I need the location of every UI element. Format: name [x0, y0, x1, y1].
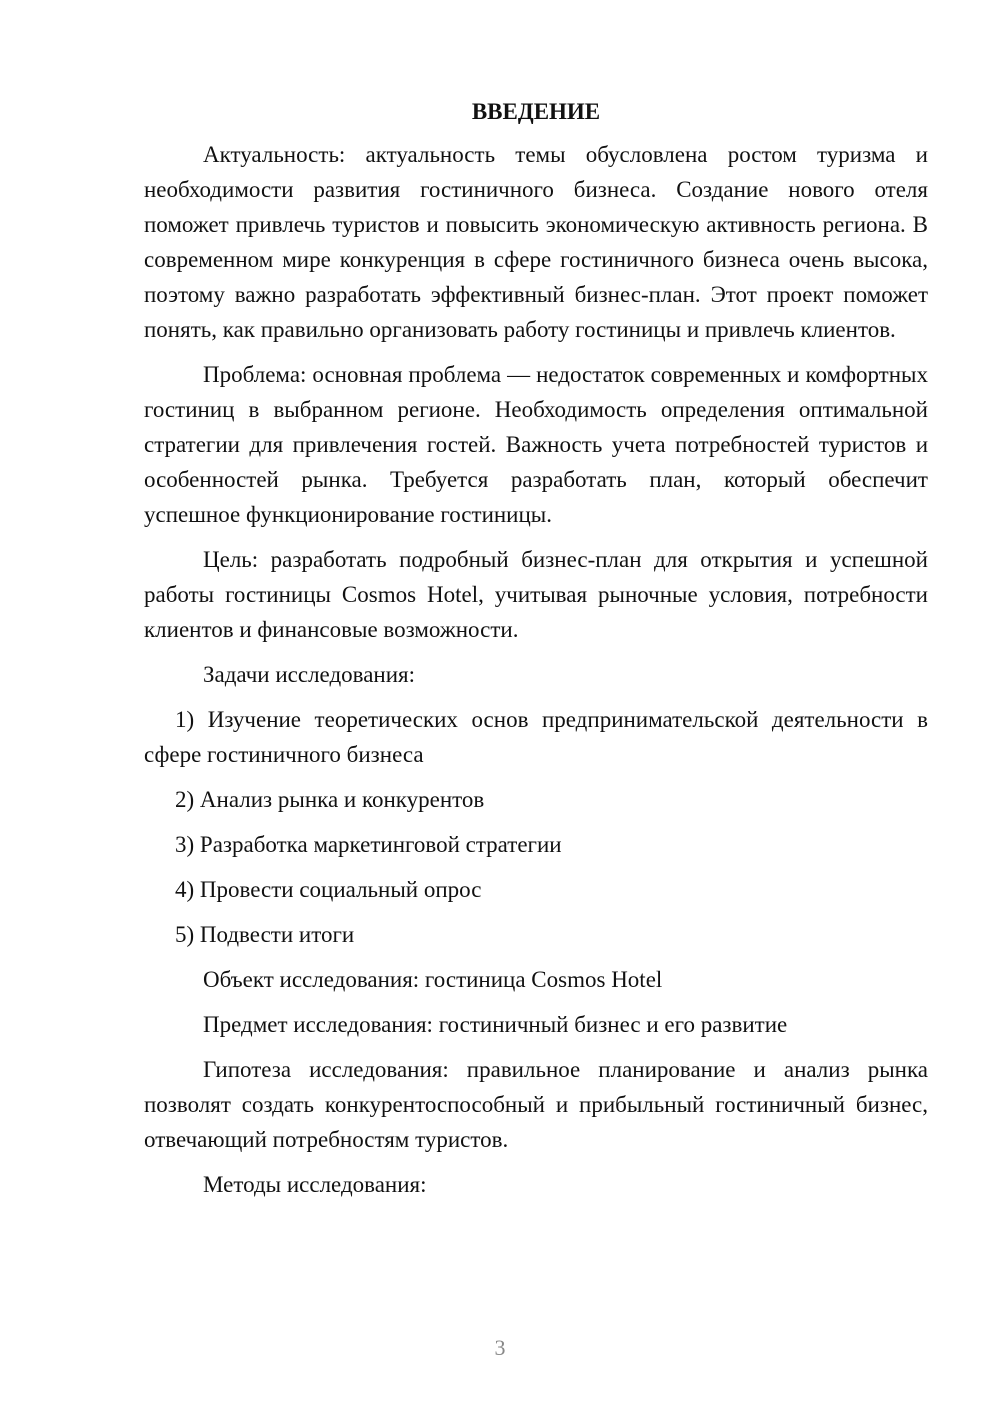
paragraph-object: Объект исследования: гостиница Cosmos Hotel: [203, 967, 663, 992]
task-item: 3) Разработка маркетинговой стратегии: [175, 832, 562, 857]
paragraph-subject: Предмет исследования: гостиничный бизнес и его развитие: [203, 1012, 788, 1037]
task-item: 2) Анализ рынка и конкурентов: [175, 787, 485, 812]
tasks-heading: Задачи исследования:: [203, 662, 416, 687]
document-body: [144, 94, 928, 1212]
paragraph-relevance: Актуальность: актуальность темы обусловлена ростом туризма и необходимости развития гостиничного бизнеса. Создание нового отеля поможет привлечь туристов и повысить экономическую активность региона. В современном мире конкуренция в сфере гостиничного бизнеса очень высока, поэтому важно разработать эффективный бизнес-план. Этот проект поможет понять, как правильно организовать работу гостиницы и привлечь клиентов.: [144, 142, 928, 342]
task-item: 5) Подвести итоги: [175, 922, 355, 947]
paragraph-problem: Проблема: основная проблема — недостаток современных и комфортных гостиниц в выбранном регионе. Необходимость определения оптимальной стратегии для привлечения гостей. Важность учета потребностей туристов и особенностей рынка. Требуется разработать план, который обеспечит успешное функционирование гостиницы.: [144, 362, 928, 527]
paragraph-hypothesis: Гипотеза исследования: правильное планирование и анализ рынка позволят создать конкурентоспособный и прибыльный гостиничный бизнес, отвечающий потребностям туристов.: [144, 1057, 928, 1152]
task-item: 1) Изучение теоретических основ предпринимательской деятельности в сфере гостиничного бизнеса: [144, 707, 928, 767]
methods-heading: Методы исследования:: [203, 1172, 427, 1197]
page-title: ВВЕДЕНИЕ: [471, 99, 601, 124]
task-item: 4) Провести социальный опрос: [175, 877, 482, 902]
paragraph-goal: Цель: разработать подробный бизнес-план для открытия и успешной работы гостиницы Cosmos Hotel, учитывая рыночные условия, потребности клиентов и финансовые возможности.: [144, 547, 928, 642]
page-number: 3: [494, 1335, 506, 1360]
